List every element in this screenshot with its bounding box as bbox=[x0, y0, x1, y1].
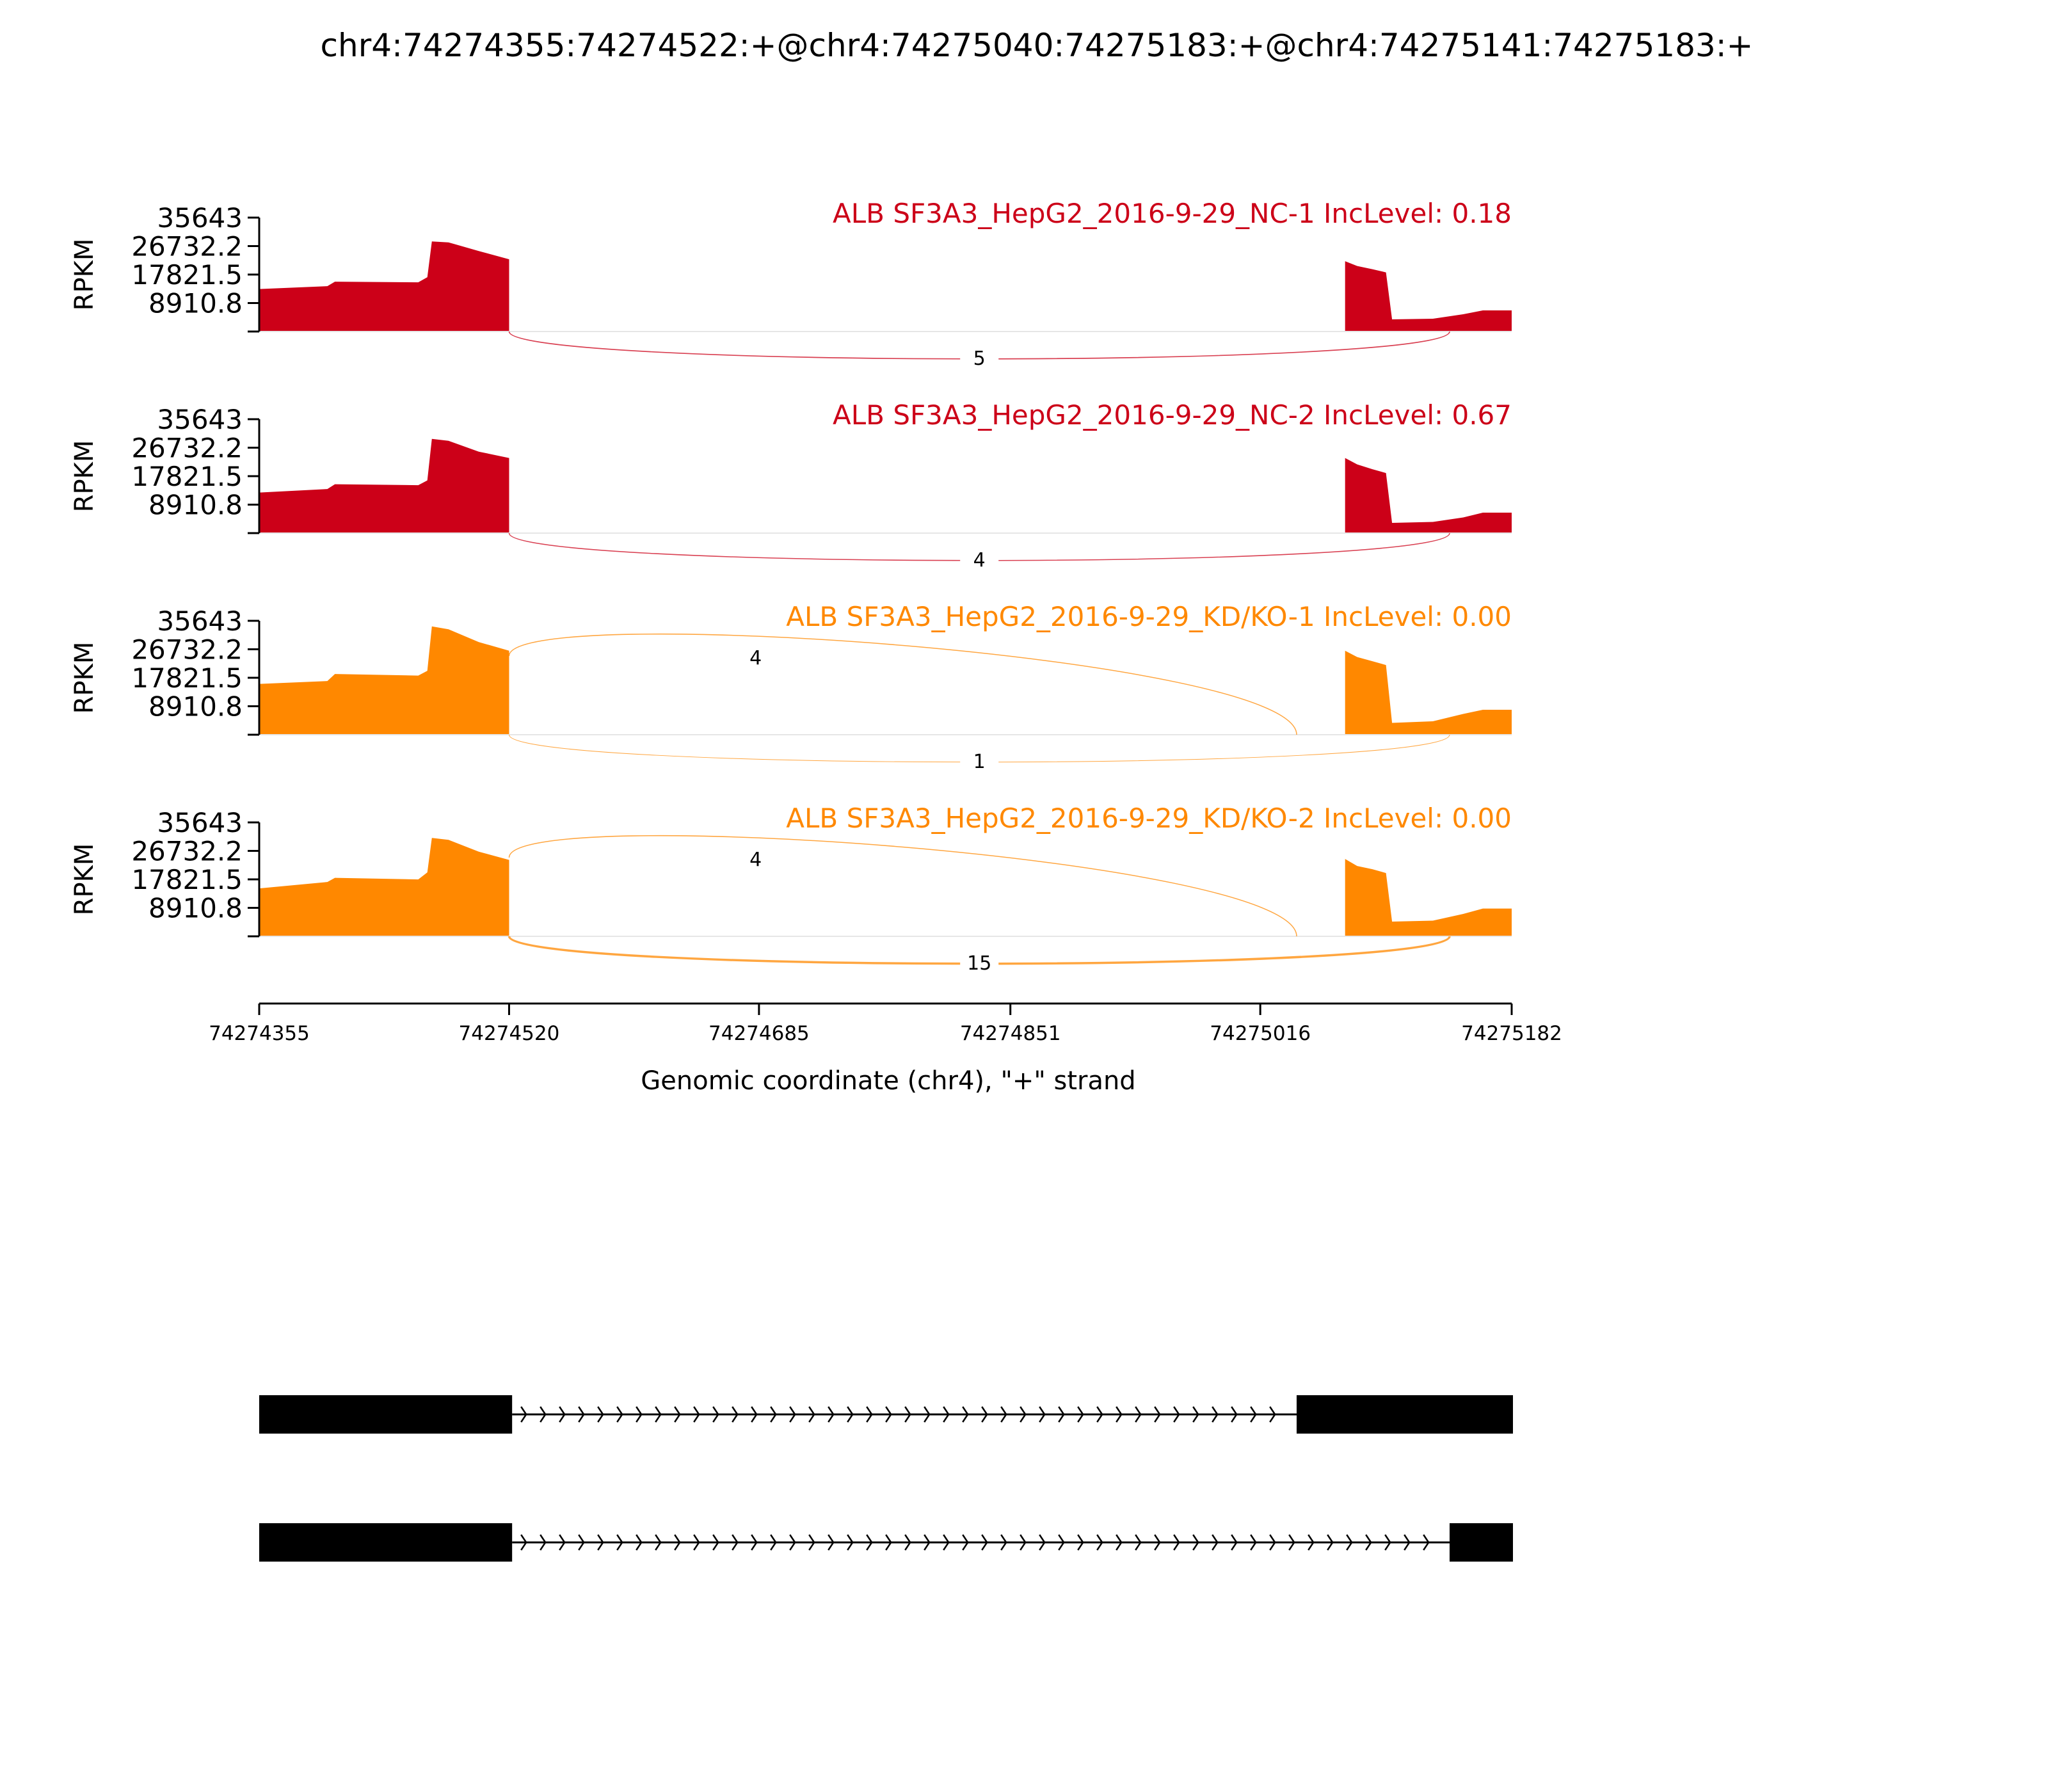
y-tick-label: 17821.5 bbox=[131, 662, 243, 694]
y-tick-label: 35643 bbox=[157, 404, 243, 435]
y-axis-label: RPKM bbox=[70, 641, 99, 714]
x-tick-label: 74274520 bbox=[458, 1022, 560, 1045]
x-tick-label: 74275016 bbox=[1210, 1022, 1311, 1045]
junction-count-label: 1 bbox=[973, 751, 986, 773]
x-tick-label: 74274685 bbox=[708, 1022, 810, 1045]
chart-title: chr4:74274355:74274522:+@chr4:74275040:74275183:+@chr4:74275141:74275183:+ bbox=[320, 27, 1754, 64]
sample-label: ALB SF3A3_HepG2_2016-9-29_NC-2 IncLevel: 0.67 bbox=[833, 399, 1512, 431]
exon-block-1 bbox=[259, 1523, 512, 1562]
y-tick-label: 8910.8 bbox=[148, 892, 243, 924]
junction-count-label: 4 bbox=[749, 849, 762, 871]
y-axis-label: RPKM bbox=[70, 843, 99, 916]
y-tick-label: 8910.8 bbox=[148, 691, 243, 723]
y-tick-label: 35643 bbox=[157, 202, 243, 234]
y-axis-label: RPKM bbox=[70, 440, 99, 513]
y-tick-label: 26732.2 bbox=[131, 432, 243, 464]
sample-label: ALB SF3A3_HepG2_2016-9-29_NC-1 IncLevel: 0.18 bbox=[833, 198, 1512, 229]
exon-block-2 bbox=[1450, 1523, 1513, 1562]
y-tick-label: 17821.5 bbox=[131, 461, 243, 492]
x-tick-label: 74274851 bbox=[959, 1022, 1061, 1045]
x-axis-label: Genomic coordinate (chr4), "+" strand bbox=[641, 1066, 1136, 1096]
y-tick-label: 17821.5 bbox=[131, 864, 243, 895]
y-axis-label: RPKM bbox=[70, 238, 99, 311]
junction-count-label: 15 bbox=[967, 952, 992, 975]
junction-count-label: 4 bbox=[749, 647, 762, 669]
sample-label: ALB SF3A3_HepG2_2016-9-29_KD/KO-2 IncLevel: 0.00 bbox=[786, 803, 1512, 834]
y-tick-label: 26732.2 bbox=[131, 634, 243, 666]
sample-label: ALB SF3A3_HepG2_2016-9-29_KD/KO-1 IncLevel: 0.00 bbox=[786, 601, 1512, 632]
x-tick-label: 74275182 bbox=[1461, 1022, 1562, 1045]
x-tick-label: 74274355 bbox=[209, 1022, 310, 1045]
y-tick-label: 8910.8 bbox=[148, 287, 243, 319]
y-tick-label: 8910.8 bbox=[148, 489, 243, 521]
exon-block-1 bbox=[259, 1395, 512, 1434]
junction-count-label: 5 bbox=[973, 348, 986, 370]
y-tick-label: 26732.2 bbox=[131, 835, 243, 867]
exon-block-2 bbox=[1297, 1395, 1513, 1434]
y-tick-label: 17821.5 bbox=[131, 259, 243, 291]
y-tick-label: 26732.2 bbox=[131, 230, 243, 262]
junction-count-label: 4 bbox=[973, 549, 986, 572]
y-tick-label: 35643 bbox=[157, 605, 243, 637]
y-tick-label: 35643 bbox=[157, 807, 243, 838]
